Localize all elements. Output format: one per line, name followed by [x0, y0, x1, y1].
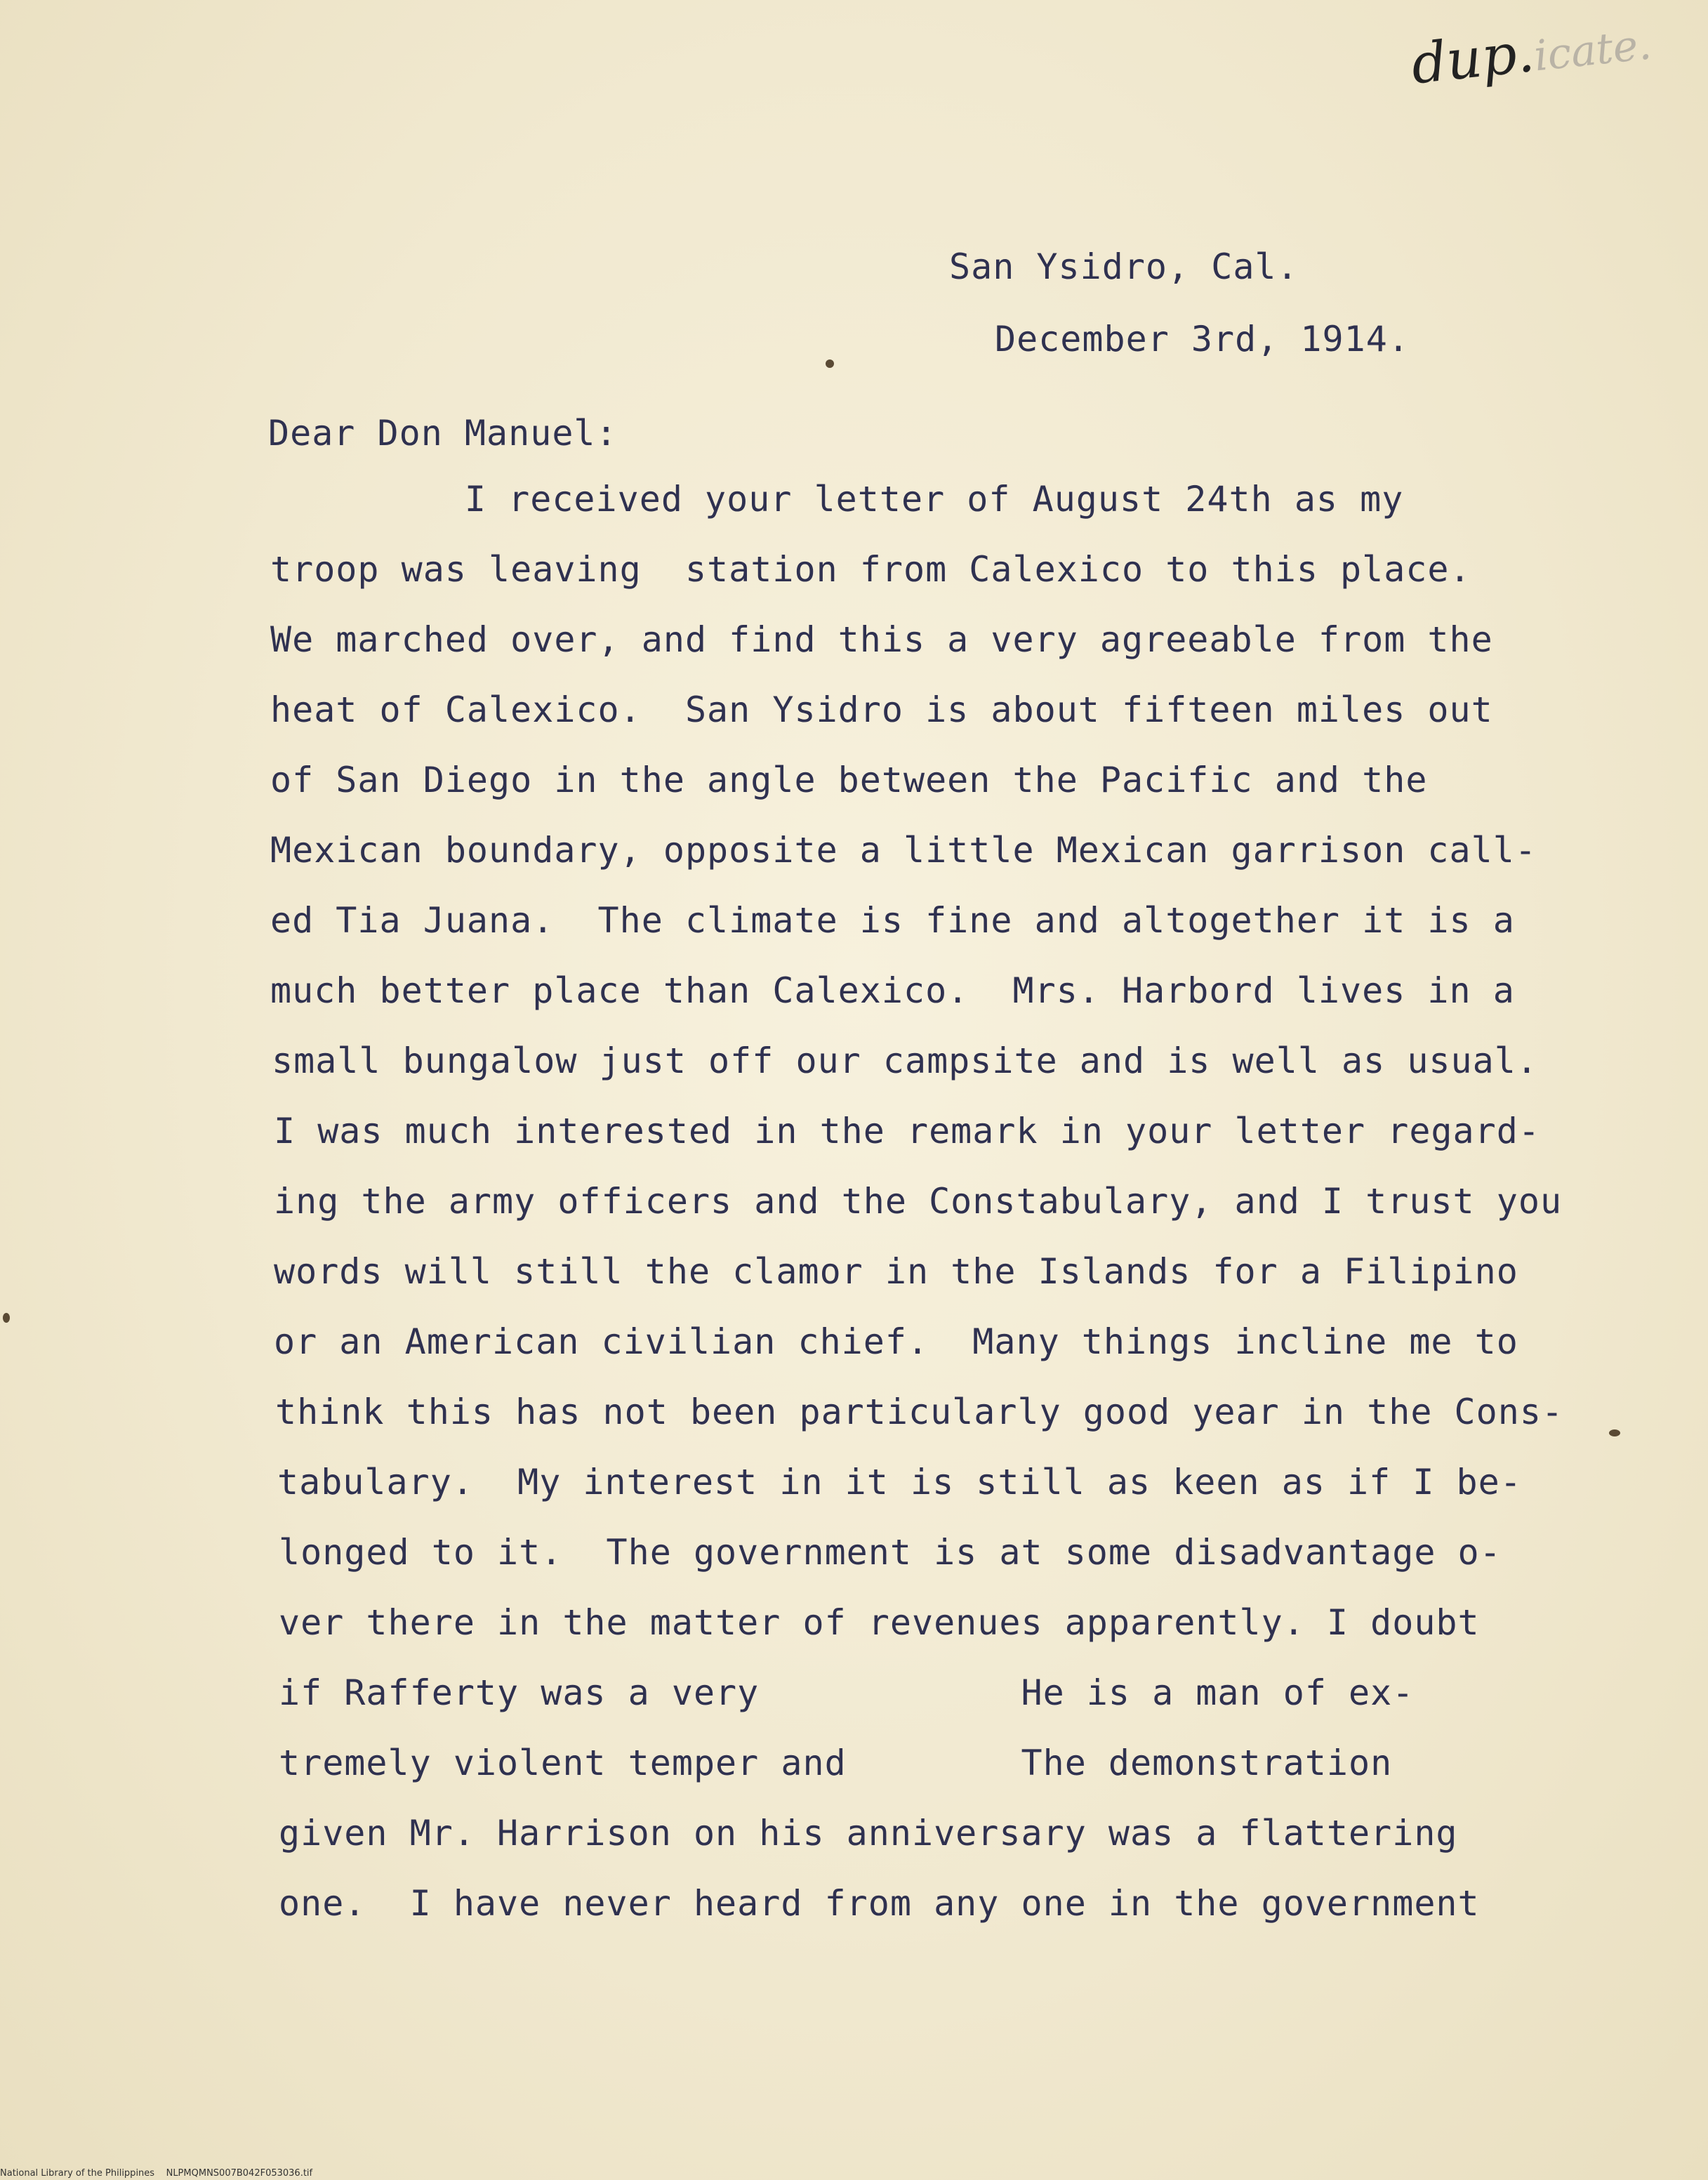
body-line: Mexican boundary, opposite a little Mexican garrison call-	[270, 830, 1537, 871]
body-line: much better place than Calexico. Mrs. Harbord lives in a	[270, 970, 1515, 1011]
body-line: longed to it. The government is at some disadvantage o-	[279, 1532, 1502, 1573]
archive-footer	[0, 2168, 312, 2179]
faint-note: icate.	[1531, 20, 1654, 81]
letter-date: December 3rd, 1914.	[995, 319, 1410, 359]
body-line: if Rafferty was a very He is a man of ex-	[279, 1672, 1415, 1713]
ink-spot	[1609, 1429, 1620, 1436]
body-line: ing the army officers and the Constabulary, and I trust you	[274, 1181, 1563, 1222]
footer-file: NLPMQMNS007B042F053036.tif	[166, 2168, 313, 2179]
salutation: Dear Don Manuel:	[268, 413, 618, 454]
body-line: I received your letter of August 24th as my	[268, 479, 1404, 520]
body-line: I was much interested in the remark in your letter regard-	[274, 1111, 1540, 1151]
body-line: of San Diego in the angle between the Pacific and the	[270, 760, 1428, 800]
body-line: tabulary. My interest in it is still as keen as if I be-	[277, 1462, 1522, 1502]
body-line: ed Tia Juana. The climate is fine and altogether it is a	[270, 900, 1515, 941]
body-line: or an American civilian chief. Many things incline me to	[274, 1321, 1518, 1362]
body-line: ver there in the matter of revenues apparently. I doubt	[279, 1602, 1480, 1643]
body-line: think this has not been particularly good year in the Cons-	[275, 1392, 1564, 1432]
handwritten-note: dup.	[1408, 20, 1537, 97]
ink-spot	[3, 1313, 10, 1323]
body-line: small bungalow just off our campsite and is well as usual.	[272, 1041, 1538, 1081]
body-line: heat of Calexico. San Ysidro is about fifteen miles out	[270, 689, 1493, 730]
body-line: one. I have never heard from any one in the government	[279, 1883, 1480, 1924]
body-line: tremely violent temper and The demonstration	[279, 1743, 1393, 1783]
ink-spot	[826, 359, 834, 368]
footer-library: National Library of the Philippines	[0, 2168, 155, 2179]
body-line: troop was leaving station from Calexico to this place.	[270, 549, 1471, 590]
body-line: We marched over, and find this a very agreeable from the	[270, 619, 1493, 660]
body-line: words will still the clamor in the Islands for a Filipino	[274, 1251, 1518, 1292]
body-line: given Mr. Harrison on his anniversary was a flattering	[279, 1813, 1458, 1854]
letter-place: San Ysidro, Cal.	[949, 246, 1299, 287]
